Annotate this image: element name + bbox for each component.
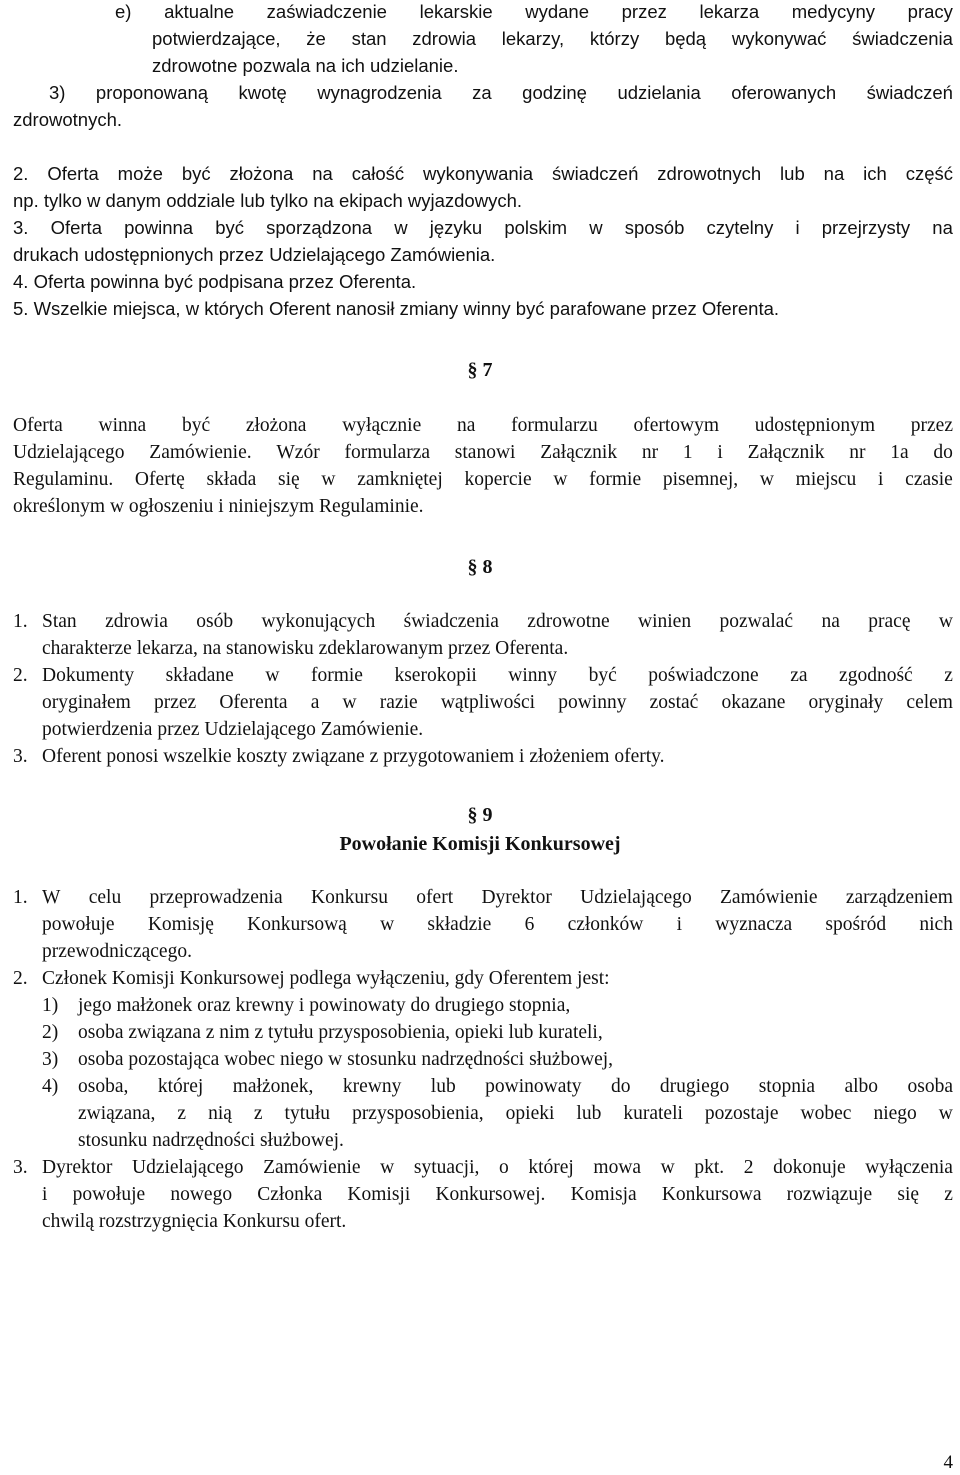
word: winien bbox=[638, 611, 692, 632]
word: się bbox=[278, 469, 300, 490]
word: Zamówienie bbox=[720, 887, 818, 908]
word: Stan bbox=[42, 611, 77, 632]
word: być bbox=[181, 415, 211, 436]
word: małżonek, bbox=[232, 1076, 314, 1097]
word: zarządzeniem bbox=[845, 887, 953, 908]
list-number: 1. bbox=[13, 611, 28, 632]
text-line: drukach udostępnionych przez Udzielającego Zamówienia. bbox=[13, 244, 496, 265]
word: do bbox=[933, 442, 953, 463]
word: Dokumenty bbox=[42, 665, 135, 686]
word: wykonujących bbox=[261, 611, 376, 632]
word: w bbox=[553, 469, 568, 490]
text-line bbox=[78, 1075, 953, 1099]
word: Udzielającego bbox=[132, 1157, 244, 1178]
word: świadczeń bbox=[866, 82, 953, 103]
word: zdrowia bbox=[412, 28, 477, 49]
word: lub bbox=[780, 163, 805, 184]
word: i bbox=[676, 914, 683, 935]
text-line: np. tylko w danym oddziale lub tylko na ekipach wyjazdowych. bbox=[13, 190, 523, 211]
text-line: stosunku nadrzędności służbowej. bbox=[78, 1130, 344, 1151]
word: część bbox=[905, 163, 953, 184]
page-number: 4 bbox=[943, 1452, 953, 1473]
word: Załącznik bbox=[540, 442, 618, 463]
word: Dyrektor bbox=[42, 1157, 113, 1178]
word: celu bbox=[88, 887, 122, 908]
word: być bbox=[215, 217, 244, 238]
text-line: zdrowotne pozwala na ich udzielanie. bbox=[152, 55, 459, 76]
word: przez bbox=[910, 415, 953, 436]
word: języku bbox=[429, 217, 483, 238]
text-line: 4. Oferta powinna być podpisana przez Oferenta. bbox=[13, 271, 417, 292]
word: Dyrektor bbox=[481, 887, 552, 908]
word: zostać bbox=[649, 692, 699, 713]
word: być bbox=[181, 163, 211, 184]
word: spośród bbox=[825, 914, 887, 935]
word: oryginałem bbox=[42, 692, 131, 713]
text-line bbox=[42, 664, 953, 688]
word: stanowi bbox=[454, 442, 516, 463]
word: stopnia bbox=[758, 1076, 816, 1097]
word: mowa bbox=[593, 1157, 642, 1178]
word: w bbox=[380, 1157, 395, 1178]
word: zamkniętej bbox=[357, 469, 443, 490]
word: powinowaty bbox=[485, 1076, 582, 1097]
word: świadczeń bbox=[551, 163, 639, 184]
word: Komisja bbox=[570, 1184, 637, 1205]
word: że bbox=[306, 28, 326, 49]
word: się bbox=[897, 1184, 920, 1205]
word: udostępnionym bbox=[754, 415, 876, 436]
word: drugiego bbox=[659, 1076, 730, 1097]
section-title: Powołanie Komisji Konkursowej bbox=[339, 833, 621, 855]
word: sporządzona bbox=[266, 217, 373, 238]
word: powinny bbox=[558, 692, 627, 713]
section-heading: § 9 bbox=[467, 804, 493, 826]
word: oferowanych bbox=[731, 82, 837, 103]
section-heading: § 8 bbox=[467, 556, 493, 578]
word: może bbox=[117, 163, 163, 184]
word: nr bbox=[849, 442, 866, 463]
word: kopercie bbox=[464, 469, 532, 490]
word: całość bbox=[351, 163, 405, 184]
word: kwotę bbox=[238, 82, 287, 103]
word: wynagrodzenia bbox=[317, 82, 442, 103]
word: Oferta bbox=[13, 415, 63, 436]
word: na bbox=[821, 611, 840, 632]
word: 3) bbox=[49, 82, 66, 103]
text-line: potwierdzenia przez Udzielającego Zamówienie. bbox=[42, 719, 424, 740]
word: i bbox=[795, 217, 800, 238]
word: udzielania bbox=[617, 82, 701, 103]
word: Konkursowa bbox=[661, 1184, 762, 1205]
word: wydane bbox=[525, 1, 589, 22]
word: powołuje bbox=[42, 914, 115, 935]
word: z bbox=[944, 665, 953, 686]
word: 2 bbox=[743, 1157, 754, 1178]
word: kserokopii bbox=[394, 665, 477, 686]
word: Członka bbox=[257, 1184, 323, 1205]
sublist-number: 3) bbox=[42, 1049, 59, 1070]
word: o bbox=[498, 1157, 509, 1178]
word: przejrzysty bbox=[821, 217, 911, 238]
word: Udzielającego bbox=[13, 442, 125, 463]
sublist-number: 1) bbox=[42, 995, 59, 1016]
word: poświadczone bbox=[648, 665, 759, 686]
word: tytułu bbox=[284, 1103, 331, 1124]
word: oryginały bbox=[808, 692, 884, 713]
text-line bbox=[42, 1183, 953, 1207]
word: formularzu bbox=[511, 415, 598, 436]
text-line: 5. Wszelkie miejsca, w których Oferent nanosił zmiany winny być parafowane przez Oferenta. bbox=[13, 298, 780, 319]
word: zdrowotnych bbox=[657, 163, 762, 184]
text-line bbox=[13, 468, 953, 492]
section-heading: § 7 bbox=[467, 359, 493, 381]
text-line bbox=[42, 886, 953, 910]
sublist-number: 4) bbox=[42, 1076, 59, 1097]
word: formie bbox=[310, 665, 363, 686]
word: pracy bbox=[907, 1, 953, 22]
word: lub bbox=[430, 1076, 456, 1097]
word: albo bbox=[844, 1076, 879, 1097]
word: do bbox=[610, 1076, 631, 1097]
word: przez bbox=[153, 692, 197, 713]
word: e) bbox=[115, 1, 132, 22]
word: na bbox=[932, 217, 953, 238]
word: złożona bbox=[245, 415, 307, 436]
word: pozwalać bbox=[719, 611, 794, 632]
text-line: Oferent ponosi wszelkie koszty związane z przygotowaniem i złożeniem oferty. bbox=[42, 746, 665, 767]
word: którzy bbox=[589, 28, 640, 49]
word: Komisji bbox=[347, 1184, 411, 1205]
word: pkt. bbox=[694, 1157, 725, 1178]
list-number: 3. bbox=[13, 746, 28, 767]
word: której bbox=[157, 1076, 204, 1097]
word: wykonywać bbox=[731, 28, 827, 49]
word: na bbox=[823, 163, 845, 184]
word: miejscu bbox=[795, 469, 857, 490]
word: na bbox=[312, 163, 333, 184]
word: 3. bbox=[13, 217, 29, 238]
word: w bbox=[589, 217, 603, 238]
list-number: 2. bbox=[13, 968, 28, 989]
word: w bbox=[759, 469, 774, 490]
word: zgodność bbox=[839, 665, 913, 686]
word: nowego bbox=[170, 1184, 233, 1205]
word: W bbox=[42, 887, 61, 908]
word: wyłącznie bbox=[342, 415, 422, 436]
word: aktualne bbox=[164, 1, 235, 22]
text-line: charakterze lekarza, na stanowisku zdeklarowanym przez Oferenta. bbox=[42, 638, 569, 659]
text-line bbox=[13, 216, 953, 240]
text-line: chwilą rozstrzygnięcia Konkursu ofert. bbox=[42, 1211, 347, 1232]
word: za bbox=[472, 82, 492, 103]
word: Konkursowej. bbox=[435, 1184, 546, 1205]
text-line: osoba związana z nim z tytułu przysposobienia, opieki lub kurateli, bbox=[78, 1022, 603, 1043]
word: w bbox=[660, 1157, 675, 1178]
text-line: określonym w ogłoszeniu i niniejszym Regulaminie. bbox=[13, 496, 424, 517]
word: 6 bbox=[524, 914, 535, 935]
text-line: jego małżonek oraz krewny i powinowaty do drugiego stopnia, bbox=[78, 995, 571, 1016]
word: Ofertę bbox=[134, 469, 185, 490]
word: być bbox=[588, 665, 617, 686]
word: pisemnej, bbox=[662, 469, 739, 490]
word: wobec bbox=[800, 1103, 852, 1124]
word: składa bbox=[206, 469, 257, 490]
word: w bbox=[342, 692, 357, 713]
word: dokonuje bbox=[773, 1157, 846, 1178]
word: przeprowadzenia bbox=[149, 887, 283, 908]
word: polskim bbox=[504, 217, 568, 238]
word: składzie bbox=[427, 914, 492, 935]
word: pozostaje bbox=[704, 1103, 779, 1124]
sublist-number: 2) bbox=[42, 1022, 59, 1043]
word: godzinę bbox=[522, 82, 587, 103]
word: 1a bbox=[890, 442, 909, 463]
text-line: osoba pozostająca wobec niego w stosunku nadrzędności służbowej, bbox=[78, 1049, 614, 1070]
text-line bbox=[115, 0, 953, 24]
word: w bbox=[321, 469, 336, 490]
text-line bbox=[42, 691, 953, 715]
word: Komisję bbox=[147, 914, 214, 935]
word: z bbox=[177, 1103, 187, 1124]
word: Oferta bbox=[47, 163, 99, 184]
word: Regulaminu. bbox=[13, 469, 114, 490]
word: czytelny bbox=[706, 217, 774, 238]
word: nich bbox=[919, 914, 953, 935]
list-number: 1. bbox=[13, 887, 28, 908]
word: osoba bbox=[907, 1076, 953, 1097]
word: powinna bbox=[124, 217, 194, 238]
word: zaświadczenie bbox=[266, 1, 387, 22]
text-line bbox=[152, 27, 953, 51]
word: osoba, bbox=[78, 1076, 129, 1097]
word: 2. bbox=[13, 163, 29, 184]
word: winna bbox=[98, 415, 147, 436]
word: osób bbox=[196, 611, 234, 632]
word: i bbox=[717, 442, 723, 463]
word: rozwiązuje bbox=[786, 1184, 873, 1205]
word: Konkursową bbox=[247, 914, 347, 935]
word: sytuacji, bbox=[413, 1157, 480, 1178]
word: w bbox=[938, 611, 953, 632]
word: kurateli bbox=[623, 1103, 683, 1124]
text-line bbox=[42, 610, 953, 634]
word: razie bbox=[379, 692, 418, 713]
word: przez bbox=[621, 1, 667, 22]
word: zdrowotne bbox=[527, 611, 610, 632]
text-line bbox=[78, 1102, 953, 1126]
text-line bbox=[13, 162, 953, 186]
word: świadczenia bbox=[403, 611, 499, 632]
word: Udzielającego bbox=[580, 887, 692, 908]
word: Oferta bbox=[50, 217, 102, 238]
word: wyznacza bbox=[715, 914, 793, 935]
word: Konkursu bbox=[311, 887, 388, 908]
word: za bbox=[790, 665, 808, 686]
word: lekarza bbox=[699, 1, 760, 22]
word: nr bbox=[641, 442, 659, 463]
word: formie bbox=[589, 469, 642, 490]
text-line bbox=[49, 81, 953, 105]
text-line: Członek Komisji Konkursowej podlega wyłączeniu, gdy Oferentem jest: bbox=[42, 968, 610, 989]
word: w bbox=[380, 914, 395, 935]
word: której bbox=[528, 1157, 574, 1178]
word: w bbox=[938, 1103, 953, 1124]
word: Wzór bbox=[276, 442, 320, 463]
word: ich bbox=[863, 163, 887, 184]
word: niego bbox=[873, 1103, 917, 1124]
word: Zamówienie bbox=[263, 1157, 361, 1178]
word: czasie bbox=[905, 469, 953, 490]
word: z bbox=[944, 1184, 953, 1205]
word: Oferenta bbox=[219, 692, 288, 713]
word: ofert bbox=[416, 887, 454, 908]
word: wyłączenia bbox=[865, 1157, 953, 1178]
word: zdrowia bbox=[105, 611, 168, 632]
text-line bbox=[42, 913, 953, 937]
word: lekarskie bbox=[419, 1, 493, 22]
word: świadczenia bbox=[852, 28, 953, 49]
word: będą bbox=[664, 28, 707, 49]
word: a bbox=[310, 692, 320, 713]
word: krewny bbox=[342, 1076, 402, 1097]
word: potwierdzające, bbox=[152, 28, 281, 49]
list-number: 2. bbox=[13, 665, 28, 686]
word: wątpliwości bbox=[440, 692, 536, 713]
word: Zamówienie. bbox=[149, 442, 252, 463]
word: formularza bbox=[344, 442, 431, 463]
word: opieki bbox=[505, 1103, 555, 1124]
word: składane bbox=[165, 665, 234, 686]
text-line bbox=[13, 414, 953, 438]
word: sposób bbox=[624, 217, 685, 238]
text-line: przewodniczącego. bbox=[42, 941, 192, 962]
word: wykonywania bbox=[423, 163, 534, 184]
word: z bbox=[253, 1103, 263, 1124]
word: powołuje bbox=[72, 1184, 146, 1205]
word: lekarzy, bbox=[501, 28, 565, 49]
word: pracę bbox=[868, 611, 911, 632]
word: okazane bbox=[721, 692, 786, 713]
word: złożona bbox=[229, 163, 294, 184]
word: i bbox=[42, 1184, 48, 1205]
text-line: zdrowotnych. bbox=[13, 109, 122, 130]
word: na bbox=[456, 415, 476, 436]
word: członków bbox=[567, 914, 644, 935]
text-line bbox=[42, 1156, 953, 1180]
word: 1 bbox=[682, 442, 693, 463]
word: i bbox=[878, 469, 884, 490]
word: w bbox=[265, 665, 280, 686]
text-line bbox=[13, 441, 953, 465]
word: proponowaną bbox=[95, 82, 209, 103]
word: medycyny bbox=[791, 1, 876, 22]
word: związana, bbox=[78, 1103, 156, 1124]
word: Załącznik bbox=[747, 442, 825, 463]
word: winny bbox=[508, 665, 558, 686]
word: stan bbox=[351, 28, 387, 49]
word: celem bbox=[906, 692, 953, 713]
word: nią bbox=[208, 1103, 232, 1124]
list-number: 3. bbox=[13, 1157, 28, 1178]
word: ofertowym bbox=[633, 415, 720, 436]
word: lub bbox=[576, 1103, 602, 1124]
word: w bbox=[394, 217, 408, 238]
word: przysposobienia, bbox=[352, 1103, 484, 1124]
